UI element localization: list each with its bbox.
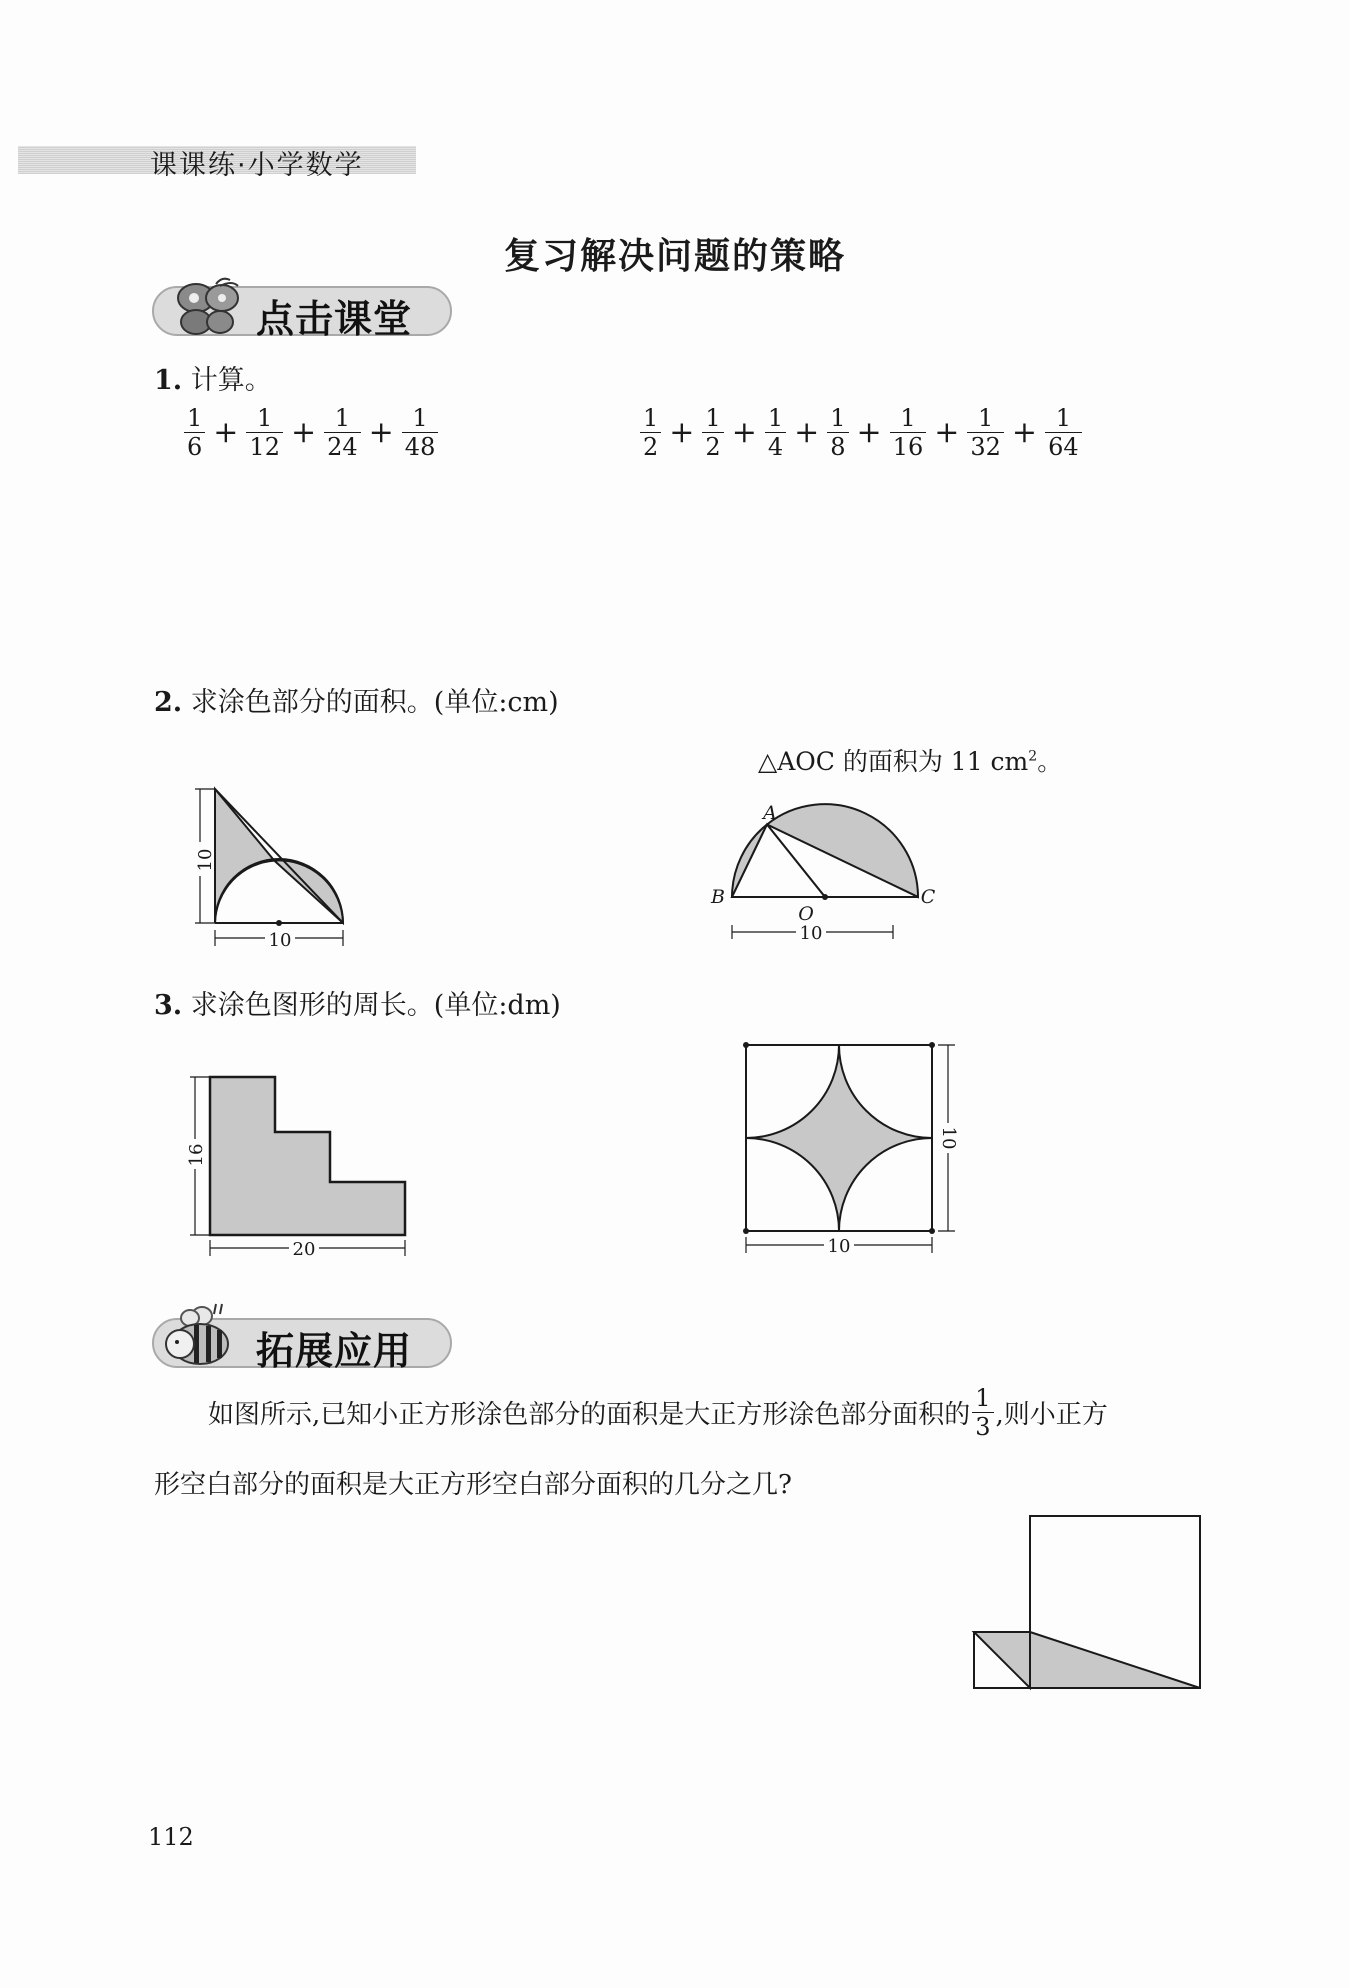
- plus-operator: +: [669, 415, 695, 450]
- q1-number: 1.: [154, 365, 183, 396]
- extension-figure: [970, 1510, 1210, 1695]
- plus-operator: +: [213, 415, 239, 450]
- q3-number: 3.: [154, 990, 183, 1021]
- page-title: 复习解决问题的策略: [503, 236, 846, 277]
- section-title-classroom: 点击课堂: [256, 297, 413, 341]
- page-number: 112: [148, 1823, 194, 1851]
- plus-operator: +: [1011, 415, 1038, 450]
- fraction: [702, 404, 723, 461]
- fraction-numerator: 1: [767, 404, 784, 432]
- section-title-extension: 拓展应用: [256, 1329, 413, 1373]
- fraction-denominator: 2: [702, 432, 723, 461]
- q1-prompt: [154, 358, 272, 397]
- extension-line-2: 形空白部分的面积是大正方形空白部分面积的几分之几?: [154, 1470, 792, 1500]
- fraction: [967, 404, 1004, 461]
- fraction: [640, 404, 661, 461]
- q2-fig2-note-suffix: 。: [1037, 747, 1063, 776]
- extension-fraction: [972, 1384, 993, 1441]
- q2-text: 求涂色部分的面积。(单位:cm): [190, 687, 559, 718]
- fraction: [402, 404, 439, 461]
- q2-fig2-label-c: C: [920, 886, 936, 908]
- fraction-numerator: 1: [412, 404, 428, 432]
- plus-operator: +: [368, 415, 394, 450]
- fraction-denominator: 4: [765, 432, 786, 461]
- fraction-denominator: 6: [184, 432, 205, 461]
- q1-text: 计算。: [190, 365, 272, 396]
- fraction-denominator: 12: [246, 432, 283, 461]
- q3-text: 求涂色图形的周长。(单位:dm): [190, 990, 561, 1021]
- fraction: [765, 404, 786, 461]
- extension-text-part2: ,则小正方: [995, 1400, 1108, 1430]
- fraction-denominator: 32: [967, 432, 1004, 461]
- bee-icon: [160, 1302, 250, 1370]
- fraction-numerator: 1: [257, 404, 273, 432]
- fraction-numerator: 1: [705, 404, 721, 432]
- q2-figure-1: [185, 780, 355, 955]
- fraction: [324, 404, 361, 461]
- fraction-denominator: 64: [1045, 432, 1082, 461]
- fraction: [1045, 404, 1082, 461]
- fraction: [246, 404, 283, 461]
- fraction-denominator: 16: [890, 432, 927, 461]
- fraction-denominator: 2: [640, 432, 661, 461]
- plus-operator: +: [856, 415, 882, 450]
- fraction-numerator: 1: [1055, 404, 1071, 432]
- q1-expression-1: [182, 404, 440, 461]
- butterfly-icon: [172, 276, 250, 342]
- fraction-numerator: 1: [830, 404, 846, 432]
- extension-fraction-num: 1: [975, 1384, 991, 1412]
- q3-prompt: [154, 983, 561, 1022]
- q2-fig1-side-label: 10: [195, 848, 216, 872]
- extension-fraction-den: 3: [972, 1412, 993, 1441]
- q2-number: 2.: [154, 687, 183, 718]
- extension-line-1: [208, 1384, 1108, 1441]
- plus-operator: +: [731, 415, 757, 450]
- q2-fig2-label-a: A: [763, 802, 777, 824]
- q2-fig2-bottom-label: 10: [799, 923, 823, 944]
- q3-fig2-bottom-label: 10: [827, 1236, 851, 1257]
- q3-fig2-side-label: 10: [938, 1126, 959, 1150]
- fraction-numerator: 1: [187, 404, 203, 432]
- plus-operator: +: [934, 415, 960, 450]
- fraction: [184, 404, 205, 461]
- fraction-denominator: 8: [827, 432, 848, 461]
- fraction-numerator: 1: [978, 404, 994, 432]
- fraction-denominator: 24: [324, 432, 361, 461]
- plus-operator: +: [794, 415, 820, 450]
- q1-expression-2: [638, 404, 1084, 461]
- q2-fig2-note: [758, 742, 1062, 778]
- extension-text-part1: 如图所示,已知小正方形涂色部分的面积是大正方形涂色部分面积的: [208, 1400, 971, 1430]
- q3-fig1-bottom-label: 20: [292, 1239, 316, 1260]
- fraction: [827, 404, 848, 461]
- q3-figure-2: [730, 1035, 970, 1265]
- fraction-numerator: 1: [334, 404, 351, 432]
- q2-prompt: [154, 680, 559, 719]
- book-title: 课课练·小学数学: [150, 150, 364, 181]
- q2-figure-2: [700, 795, 936, 955]
- fraction: [890, 404, 927, 461]
- q2-fig2-label-o: O: [798, 903, 814, 925]
- fraction-denominator: 48: [402, 432, 439, 461]
- plus-operator: +: [290, 415, 317, 450]
- q2-fig2-label-b: B: [711, 886, 725, 908]
- q2-fig2-note-text: △AOC 的面积为 11 cm: [758, 747, 1029, 776]
- q3-fig1-side-label: 16: [186, 1143, 207, 1167]
- fraction-numerator: 1: [643, 404, 659, 432]
- fraction-numerator: 1: [900, 404, 916, 432]
- q2-fig1-bottom-label: 10: [268, 930, 292, 951]
- q2-fig2-note-sup: 2: [1028, 748, 1038, 765]
- q3-figure-1: [180, 1065, 420, 1260]
